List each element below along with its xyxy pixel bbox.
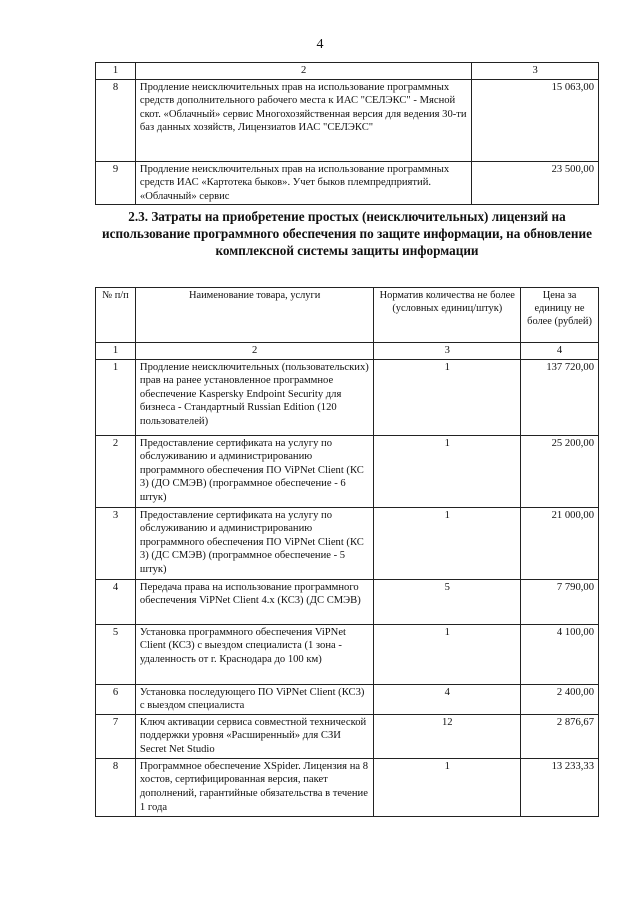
table-row	[96, 684, 599, 714]
row-name: Продление неисключительных прав на использование программных средств ИАС «Картотека быков». Учет быков племпредприятий. «Облачный» сервис	[135, 161, 471, 205]
column-header-num: № п/п	[96, 288, 136, 343]
table-row	[96, 161, 599, 205]
row-price: 2 400,00	[521, 684, 599, 714]
table-index-row	[96, 63, 599, 80]
section-heading: 2.3. Затраты на приобретение простых (неисключительных) лицензий на использование программного обеспечения по защите информации, на обновление комплексной системы защиты информации	[102, 209, 592, 258]
row-number: 2	[96, 435, 136, 507]
table-row	[96, 758, 599, 816]
row-qty: 5	[374, 579, 521, 624]
table-header-row	[96, 288, 599, 343]
table-row	[96, 714, 599, 758]
row-number: 8	[96, 758, 136, 816]
row-price: 23 500,00	[472, 161, 599, 205]
row-qty: 1	[374, 507, 521, 579]
row-qty: 12	[374, 714, 521, 758]
row-number: 5	[96, 624, 136, 684]
row-qty: 1	[374, 435, 521, 507]
column-header-price: Цена за единицу не более (рублей)	[521, 288, 599, 343]
table-index-cell: 4	[521, 343, 599, 360]
row-name: Предоставление сертификата на услугу по обслуживанию и администрированию программного обеспечения ПО ViPNet Client (КС 3) (ДО СМЭВ) (программное обеспечение - 6 штук)	[135, 435, 374, 507]
table-index-cell: 3	[374, 343, 521, 360]
row-number: 9	[96, 161, 136, 205]
table-index-cell: 2	[135, 343, 374, 360]
row-name: Установка программного обеспечения ViPNet Client (КС3) с выездом специалиста (1 зона - удаленность от г. Краснодара до 100 км)	[135, 624, 374, 684]
row-qty: 4	[374, 684, 521, 714]
table-index-row	[96, 343, 599, 360]
page-number: 4	[316, 37, 324, 52]
table-index-cell: 2	[135, 63, 471, 80]
table-index-cell: 1	[96, 63, 136, 80]
row-name: Ключ активации сервиса совместной технической поддержки уровня «Расширенный» для СЗИ Secret Net Studio	[135, 714, 374, 758]
row-name: Программное обеспечение XSpider. Лицензия на 8 хостов, сертифицированная версия, пакет дополнений, гарантийные обязательства в течение 1 года	[135, 758, 374, 816]
row-number: 7	[96, 714, 136, 758]
row-name: Продление неисключительных (пользовательских) прав на ранее установленное программное обеспечение Kaspersky Endpoint Security для бизнеса - Стандартный Russian Edition (120 пользователей)	[135, 359, 374, 435]
row-price: 137 720,00	[521, 359, 599, 435]
row-price: 21 000,00	[521, 507, 599, 579]
licenses-table	[95, 287, 599, 817]
row-price: 7 790,00	[521, 579, 599, 624]
column-header-name: Наименование товара, услуги	[135, 288, 374, 343]
row-number: 6	[96, 684, 136, 714]
table-row	[96, 579, 599, 624]
table-row	[96, 507, 599, 579]
row-price: 15 063,00	[472, 79, 599, 161]
row-name: Предоставление сертификата на услугу по обслуживанию и администрированию программного обеспечения ПО ViPNet Client (КС 3) (ДС СМЭВ) (программное обеспечение - 5 штук)	[135, 507, 374, 579]
row-name: Установка последующего ПО ViPNet Client (КС3) с выездом специалиста	[135, 684, 374, 714]
row-qty: 1	[374, 758, 521, 816]
table-row	[96, 359, 599, 435]
table-row	[96, 435, 599, 507]
row-number: 1	[96, 359, 136, 435]
row-price: 2 876,67	[521, 714, 599, 758]
row-qty: 1	[374, 624, 521, 684]
row-number: 3	[96, 507, 136, 579]
row-qty: 1	[374, 359, 521, 435]
row-price: 13 233,33	[521, 758, 599, 816]
table-continuation	[95, 62, 599, 205]
row-number: 4	[96, 579, 136, 624]
row-price: 4 100,00	[521, 624, 599, 684]
row-number: 8	[96, 79, 136, 161]
table-row	[96, 79, 599, 161]
column-header-qty: Норматив количества не более (условных единиц/штук)	[374, 288, 521, 343]
row-price: 25 200,00	[521, 435, 599, 507]
row-name: Передача права на использование программного обеспечения ViPNet Client 4.x (КС3) (ДС СМЭВ)	[135, 579, 374, 624]
table-index-cell: 1	[96, 343, 136, 360]
table-index-cell: 3	[472, 63, 599, 80]
row-name: Продление неисключительных прав на использование программных средств дополнительного рабочего места к ИАС "СЕЛЭКС" - Мясной скот. «Облачный» сервис Многохозяйственная версия для ведения 30-ти баз данных хозяйств, Лицензиатов ИАС "СЕЛЭКС"	[135, 79, 471, 161]
table-row	[96, 624, 599, 684]
